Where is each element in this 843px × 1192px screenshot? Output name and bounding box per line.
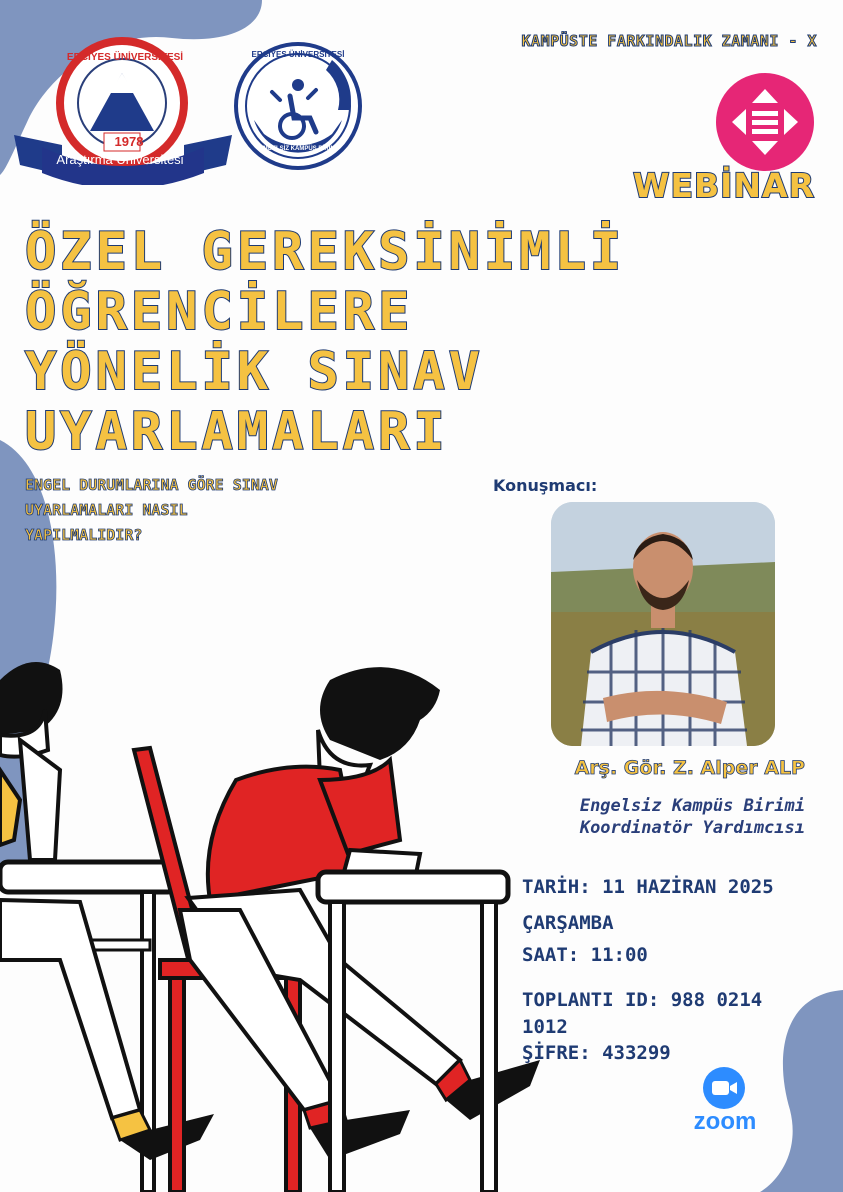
engelsiz-bottom-text: ENGELSİZ KAMPÜS BİRİMİ xyxy=(258,146,337,152)
left-student-figure xyxy=(0,662,63,860)
subtitle-line-2: UYARLAMALARI NASIL xyxy=(25,501,188,519)
zoom-camera-icon xyxy=(703,1067,745,1109)
speaker-role-line-2: Koordinatör Yardımcısı xyxy=(579,818,805,838)
title-line-1: ÖZEL GEREKSİNİMLİ xyxy=(25,222,626,282)
event-day: ÇARŞAMBA xyxy=(522,912,614,934)
students-illustration xyxy=(0,640,560,1192)
zoom-label: zoom xyxy=(693,1108,757,1135)
title-line-3: YÖNELİK SINAV xyxy=(25,342,484,402)
series-title: KAMPÜSTE FARKINDALIK ZAMANI - X xyxy=(521,32,817,50)
meeting-id-line-1: TOPLANTI ID: 988 0214 xyxy=(522,989,763,1011)
title-line-4: UYARLAMALARI xyxy=(25,402,449,462)
subtitle-line-1: ENGEL DURUMLARINA GÖRE SINAV xyxy=(25,476,278,494)
erciyes-year: 1978 xyxy=(114,134,144,149)
event-date: TARİH: 11 HAZİRAN 2025 xyxy=(522,876,774,898)
webinar-label: WEBİNAR xyxy=(633,166,815,205)
main-title xyxy=(25,222,805,462)
engelsiz-arc-text: ERCİYES ÜNİVERSİTESİ xyxy=(251,50,345,59)
speaker-role-line-1: Engelsiz Kampüs Birimi xyxy=(579,796,805,816)
speaker-name: Arş. Gör. Z. Alper ALP xyxy=(574,757,805,779)
title-line-2: ÖĞRENCİLERE xyxy=(25,282,414,342)
erciyes-arc-text: ERCİYES ÜNİVERSİTESİ xyxy=(66,52,184,63)
speaker-label: Konuşmacı: xyxy=(493,476,598,495)
event-time: SAAT: 11:00 xyxy=(522,944,648,966)
engelsiz-kampus-logo xyxy=(232,40,364,172)
meeting-id-line-2: 1012 xyxy=(522,1016,568,1038)
meeting-password: ŞİFRE: 433299 xyxy=(522,1042,671,1064)
speaker-photo xyxy=(551,502,775,746)
subtitle-line-3: YAPILMALIDIR? xyxy=(25,526,143,544)
webinar-icon xyxy=(716,73,814,171)
subtitle xyxy=(25,473,445,548)
erciyes-ribbon-text: Araştırma Üniversitesi xyxy=(56,152,184,167)
